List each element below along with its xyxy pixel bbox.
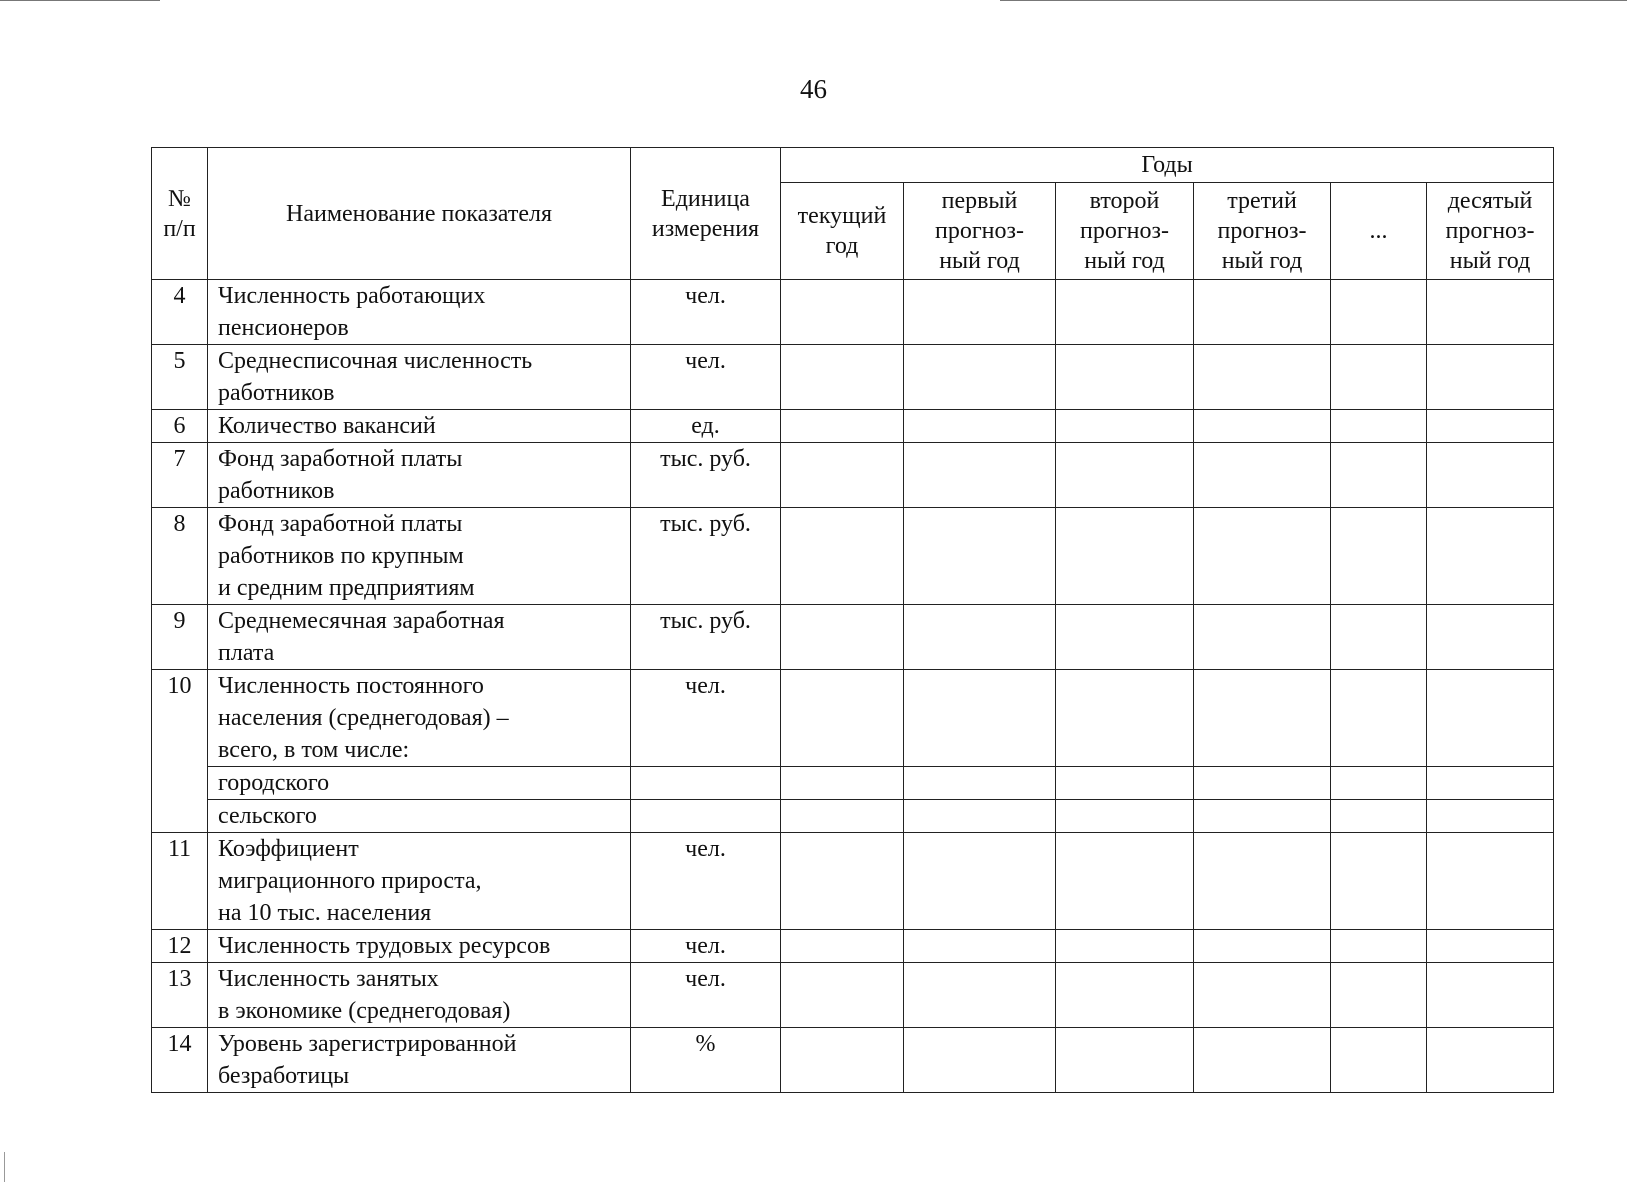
value-cell — [1331, 345, 1427, 410]
value-cell — [1331, 963, 1427, 1028]
col-header-first-forecast-year: первый прогноз- ный год — [904, 183, 1056, 280]
value-cell — [1331, 605, 1427, 670]
value-cell — [1194, 443, 1331, 508]
col-header-unit: Единица измерения — [631, 148, 781, 280]
value-cell — [1056, 800, 1194, 833]
header-row — [152, 148, 1554, 183]
value-cell — [1331, 670, 1427, 767]
row-unit: чел. — [631, 670, 781, 767]
row-unit — [631, 767, 781, 800]
value-cell — [1194, 963, 1331, 1028]
value-cell — [1194, 767, 1331, 800]
value-cell — [904, 930, 1056, 963]
row-indicator-name: Среднесписочная численность работников — [208, 345, 631, 410]
value-cell — [1427, 508, 1554, 605]
value-cell — [781, 605, 904, 670]
col-header-tenth-forecast-year: десятый прогноз- ный год — [1427, 183, 1554, 280]
value-cell — [1427, 443, 1554, 508]
scan-edge-line — [1000, 0, 1627, 1]
row-indicator-name: Фонд заработной платы работников по крупным и средним предприятиям — [208, 508, 631, 605]
value-cell — [1056, 930, 1194, 963]
value-cell — [1427, 833, 1554, 930]
row-indicator-name: Численность трудовых ресурсов — [208, 930, 631, 963]
value-cell — [904, 345, 1056, 410]
value-cell — [1331, 800, 1427, 833]
value-cell — [1056, 605, 1194, 670]
value-cell — [1194, 410, 1331, 443]
value-cell — [781, 963, 904, 1028]
value-cell — [1331, 833, 1427, 930]
value-cell — [1331, 508, 1427, 605]
row-number: 10 — [152, 670, 208, 833]
table-row — [152, 280, 1554, 345]
value-cell — [781, 508, 904, 605]
value-cell — [1194, 833, 1331, 930]
value-cell — [1056, 280, 1194, 345]
row-number: 6 — [152, 410, 208, 443]
value-cell — [1427, 345, 1554, 410]
value-cell — [904, 767, 1056, 800]
value-cell — [904, 508, 1056, 605]
table-row — [152, 443, 1554, 508]
table-row — [152, 605, 1554, 670]
value-cell — [904, 833, 1056, 930]
value-cell — [781, 410, 904, 443]
table-row — [152, 963, 1554, 1028]
table-row — [152, 930, 1554, 963]
value-cell — [781, 345, 904, 410]
row-indicator-name: Численность постоянного населения (среднегодовая) – всего, в том числе: — [208, 670, 631, 767]
value-cell — [781, 833, 904, 930]
value-cell — [781, 1028, 904, 1093]
value-cell — [781, 443, 904, 508]
value-cell — [781, 280, 904, 345]
value-cell — [1331, 443, 1427, 508]
value-cell — [1194, 930, 1331, 963]
table-row — [152, 1028, 1554, 1093]
row-unit: тыс. руб. — [631, 508, 781, 605]
row-number: 12 — [152, 930, 208, 963]
value-cell — [1056, 410, 1194, 443]
value-cell — [1427, 280, 1554, 345]
value-cell — [1056, 1028, 1194, 1093]
value-cell — [904, 670, 1056, 767]
value-cell — [1427, 963, 1554, 1028]
row-unit: тыс. руб. — [631, 443, 781, 508]
value-cell — [1194, 280, 1331, 345]
value-cell — [1427, 930, 1554, 963]
value-cell — [904, 605, 1056, 670]
value-cell — [1056, 443, 1194, 508]
value-cell — [1331, 280, 1427, 345]
scan-edge-line — [4, 1152, 5, 1182]
col-header-current-year: текущий год — [781, 183, 904, 280]
indicators-table — [151, 147, 1554, 1093]
value-cell — [1331, 1028, 1427, 1093]
table-row — [152, 345, 1554, 410]
row-indicator-name: Количество вакансий — [208, 410, 631, 443]
col-header-second-forecast-year: второй прогноз- ный год — [1056, 183, 1194, 280]
row-unit: чел. — [631, 930, 781, 963]
row-number: 4 — [152, 280, 208, 345]
row-unit: чел. — [631, 345, 781, 410]
value-cell — [1194, 800, 1331, 833]
value-cell — [1427, 605, 1554, 670]
value-cell — [904, 1028, 1056, 1093]
scan-edge-line — [0, 0, 160, 1]
table-row — [152, 410, 1554, 443]
row-unit: % — [631, 1028, 781, 1093]
value-cell — [1427, 670, 1554, 767]
col-header-name: Наименование показателя — [208, 148, 631, 280]
col-header-years: Годы — [781, 148, 1554, 183]
table-row — [152, 508, 1554, 605]
col-header-ellipsis: ... — [1331, 183, 1427, 280]
value-cell — [1427, 800, 1554, 833]
value-cell — [1056, 833, 1194, 930]
table-row — [152, 670, 1554, 767]
value-cell — [1331, 767, 1427, 800]
table-row — [152, 767, 1554, 800]
row-unit: тыс. руб. — [631, 605, 781, 670]
row-unit: чел. — [631, 280, 781, 345]
row-number: 13 — [152, 963, 208, 1028]
value-cell — [1056, 670, 1194, 767]
value-cell — [1194, 670, 1331, 767]
row-indicator-name: Среднемесячная заработная плата — [208, 605, 631, 670]
value-cell — [1427, 1028, 1554, 1093]
value-cell — [904, 280, 1056, 345]
value-cell — [1194, 345, 1331, 410]
col-header-number: № п/п — [152, 148, 208, 280]
value-cell — [1056, 508, 1194, 605]
value-cell — [904, 800, 1056, 833]
value-cell — [1331, 410, 1427, 443]
row-number: 11 — [152, 833, 208, 930]
row-indicator-name: Фонд заработной платы работников — [208, 443, 631, 508]
value-cell — [1056, 345, 1194, 410]
value-cell — [904, 963, 1056, 1028]
value-cell — [1056, 963, 1194, 1028]
value-cell — [1194, 1028, 1331, 1093]
page-number: 46 — [800, 74, 827, 104]
row-indicator-name: городского — [208, 767, 631, 800]
table-header — [152, 148, 1554, 280]
value-cell — [781, 767, 904, 800]
row-indicator-name: Коэффициент миграционного прироста, на 10 тыс. населения — [208, 833, 631, 930]
row-number: 7 — [152, 443, 208, 508]
row-indicator-name: Численность занятых в экономике (среднегодовая) — [208, 963, 631, 1028]
row-unit: чел. — [631, 833, 781, 930]
row-number: 5 — [152, 345, 208, 410]
table-row — [152, 800, 1554, 833]
row-indicator-name: сельского — [208, 800, 631, 833]
table-body — [152, 280, 1554, 1093]
value-cell — [781, 800, 904, 833]
table-row — [152, 833, 1554, 930]
value-cell — [1056, 767, 1194, 800]
row-number: 14 — [152, 1028, 208, 1093]
col-header-third-forecast-year: третий прогноз- ный год — [1194, 183, 1331, 280]
value-cell — [781, 670, 904, 767]
row-unit: ед. — [631, 410, 781, 443]
value-cell — [1427, 410, 1554, 443]
value-cell — [781, 930, 904, 963]
value-cell — [1194, 508, 1331, 605]
row-number: 8 — [152, 508, 208, 605]
value-cell — [1331, 930, 1427, 963]
row-indicator-name: Уровень зарегистрированной безработицы — [208, 1028, 631, 1093]
value-cell — [904, 410, 1056, 443]
row-unit: чел. — [631, 963, 781, 1028]
value-cell — [904, 443, 1056, 508]
row-unit — [631, 800, 781, 833]
row-number: 9 — [152, 605, 208, 670]
row-indicator-name: Численность работающих пенсионеров — [208, 280, 631, 345]
value-cell — [1427, 767, 1554, 800]
value-cell — [1194, 605, 1331, 670]
